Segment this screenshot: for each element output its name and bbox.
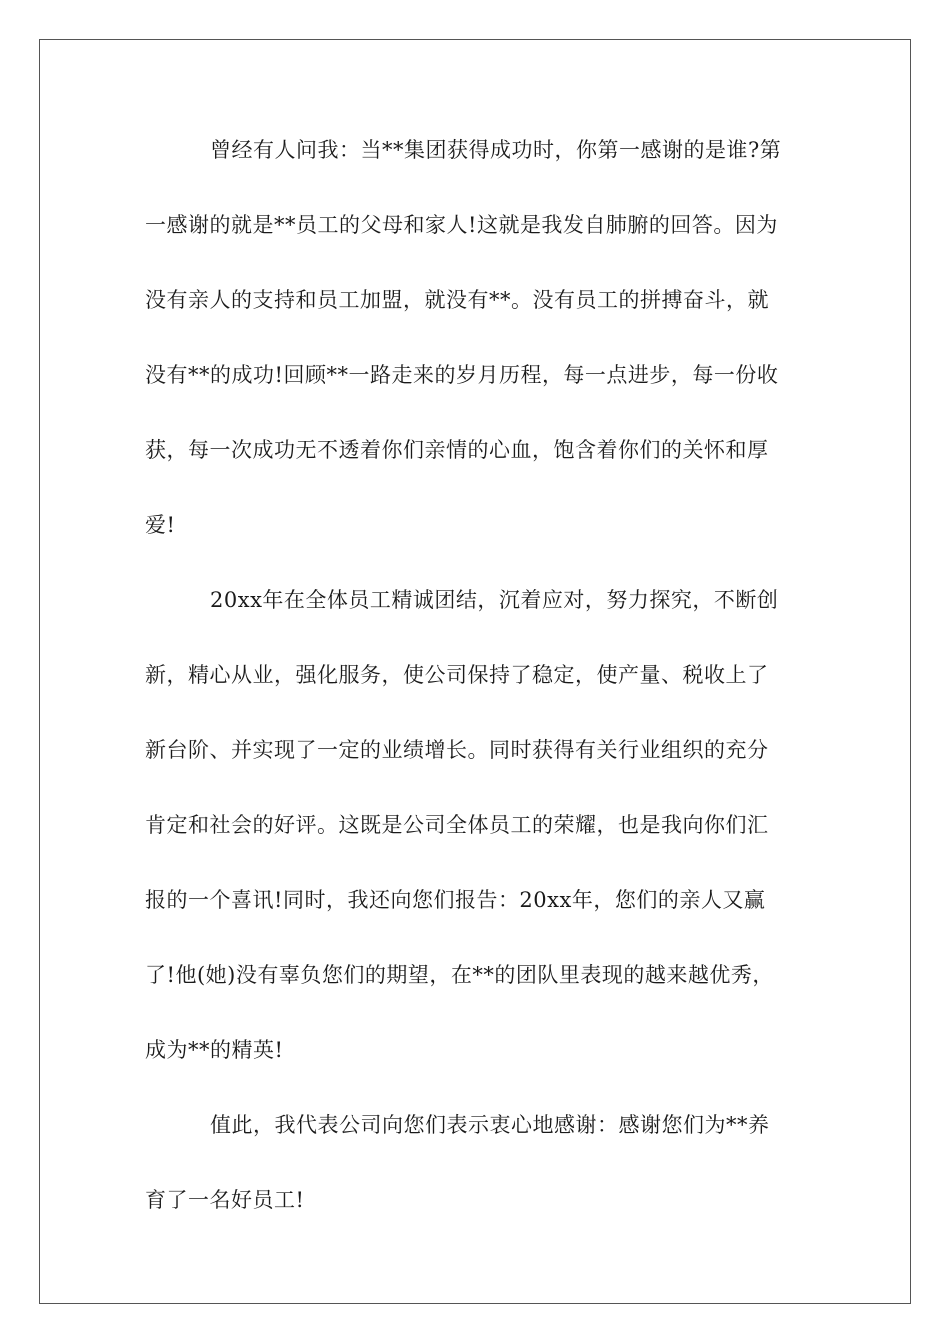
text-line: 值此，我代表公司向您们表示衷心地感谢：感谢您们为**养 (210, 1113, 770, 1137)
text-line: 曾经有人问我：当**集团获得成功时，你第一感谢的是谁?第 (210, 138, 782, 162)
text-line: 没有亲人的支持和员工加盟，就没有**。没有员工的拼搏奋斗，就 (145, 288, 769, 312)
paragraph-gratitude (145, 132, 805, 544)
paragraph-achievements (145, 582, 805, 1069)
text-line: 获，每一次成功无不透着你们亲情的心血，饱含着你们的关怀和厚 (145, 438, 769, 462)
letter-body (145, 132, 805, 1257)
text-line: 20xx年在全体员工精诚团结，沉着应对，努力探究，不断创 (210, 588, 779, 612)
text-line: 一感谢的就是**员工的父母和家人!这就是我发自肺腑的回答。因为 (145, 213, 778, 237)
text-line: 了!他(她)没有辜负您们的期望，在**的团队里表现的越来越优秀， (145, 963, 774, 987)
paragraph-thanks (145, 1107, 805, 1219)
text-line: 育了一名好员工! (145, 1188, 305, 1212)
text-line: 报的一个喜讯!同时，我还向您们报告：20xx年，您们的亲人又赢 (145, 888, 766, 912)
text-line: 成为**的精英! (145, 1038, 284, 1062)
text-line: 爱! (145, 513, 176, 537)
text-line: 新，精心从业，强化服务，使公司保持了稳定，使产量、税收上了 (145, 663, 769, 687)
text-line: 肯定和社会的好评。这既是公司全体员工的荣耀，也是我向你们汇 (145, 813, 769, 837)
text-line: 没有**的成功!回顾**一路走来的岁月历程，每一点进步，每一份收 (145, 363, 779, 387)
text-line: 新台阶、并实现了一定的业绩增长。同时获得有关行业组织的充分 (145, 738, 769, 762)
